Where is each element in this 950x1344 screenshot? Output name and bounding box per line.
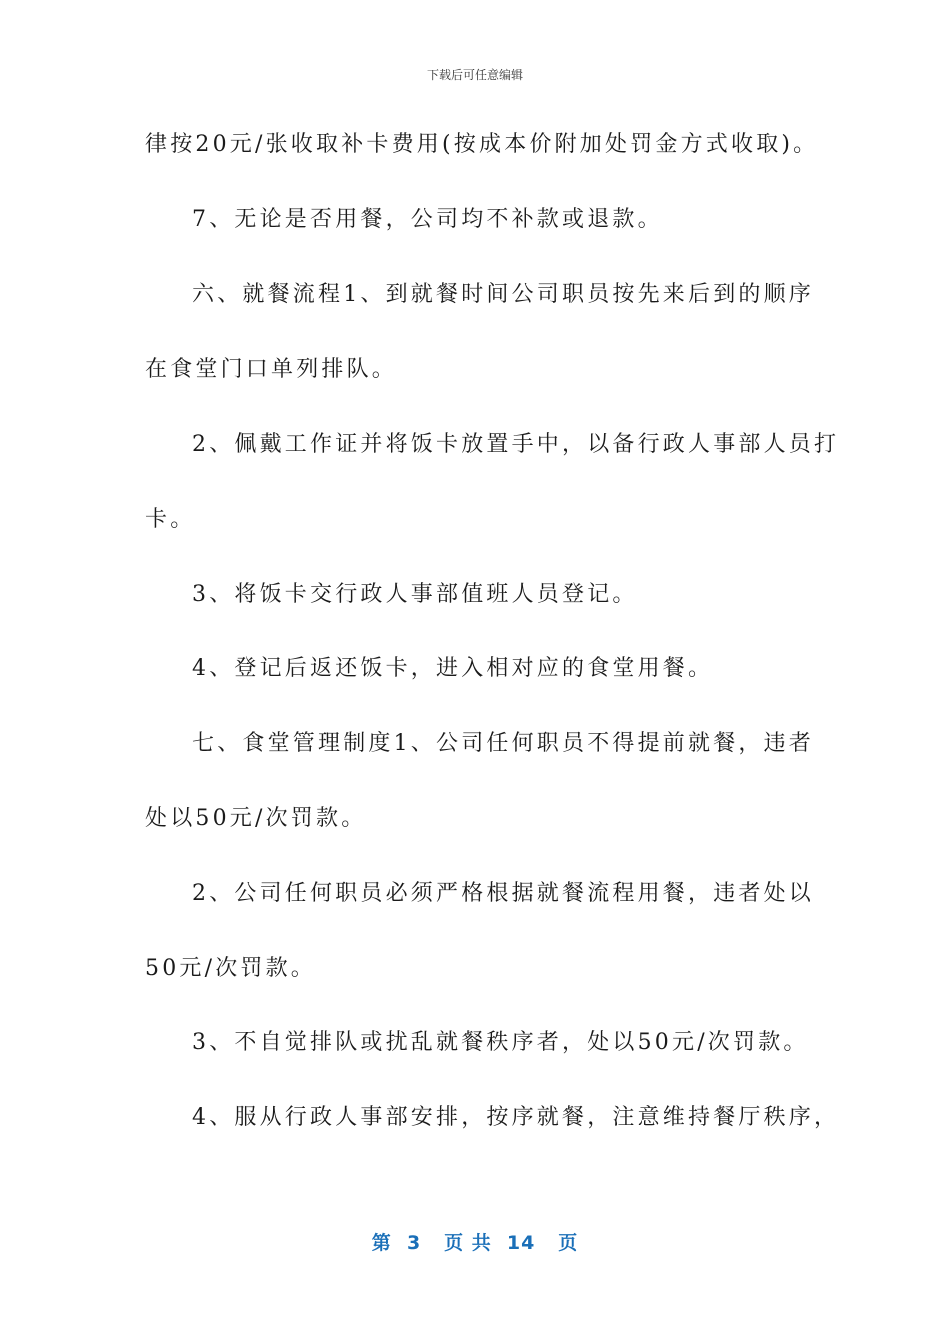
text-line: 七、食堂管理制度1、公司任何职员不得提前就餐，违者 xyxy=(192,731,814,756)
text-line: 在食堂门口单列排队。 xyxy=(145,357,398,382)
text-line: 4、服从行政人事部安排，按序就餐，注意维持餐厅秩序， xyxy=(192,1105,840,1130)
text-line: 2、佩戴工作证并将饭卡放置手中，以备行政人事部人员打 xyxy=(192,432,840,457)
text-line: 六、就餐流程1、到就餐时间公司职员按先来后到的顺序 xyxy=(192,282,814,307)
text-line: 7、无论是否用餐，公司均不补款或退款。 xyxy=(192,207,663,232)
text-line: 律按20元/张收取补卡费用(按成本价附加处罚金方式收取)。 xyxy=(145,132,819,157)
text-line: 4、登记后返还饭卡，进入相对应的食堂用餐。 xyxy=(192,656,714,681)
header-note: 下载后可任意编辑 xyxy=(426,68,523,82)
text-line: 2、公司任何职员必须严格根据就餐流程用餐，违者处以 xyxy=(192,881,814,906)
page-number-footer: 第 3 页 共 14 页 xyxy=(371,1232,579,1254)
text-line: 处以50元/次罚款。 xyxy=(145,806,367,831)
text-line: 3、不自觉排队或扰乱就餐秩序者，处以50元/次罚款。 xyxy=(192,1030,809,1055)
text-line: 3、将饭卡交行政人事部值班人员登记。 xyxy=(192,582,638,607)
text-line: 50元/次罚款。 xyxy=(145,956,317,981)
text-line: 卡。 xyxy=(145,507,196,532)
